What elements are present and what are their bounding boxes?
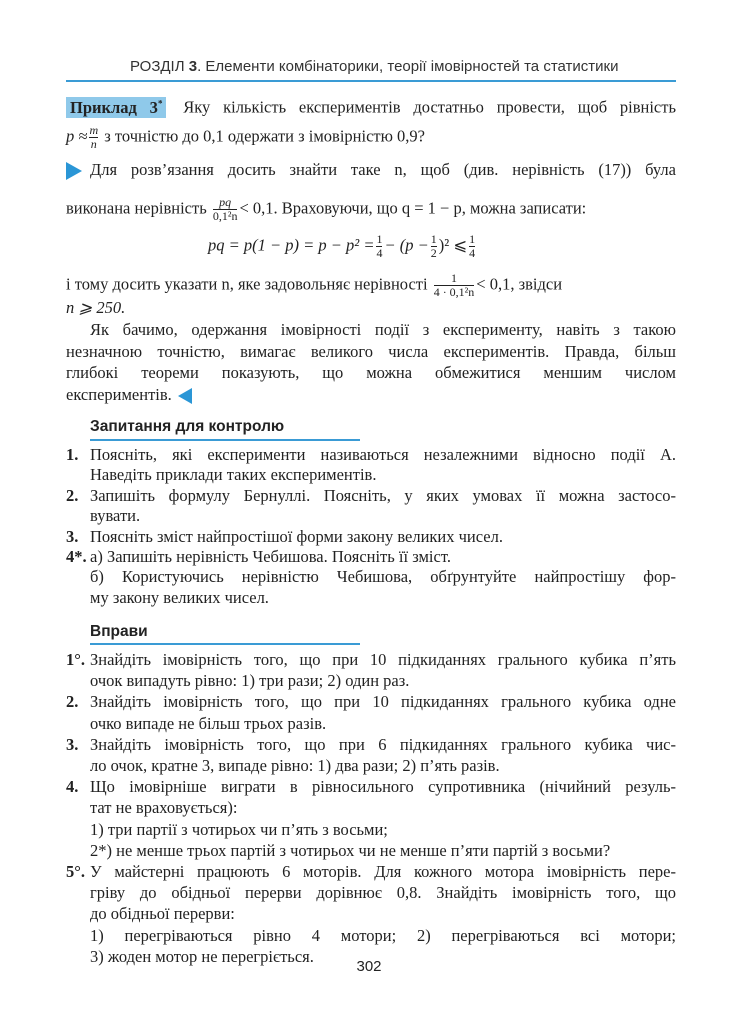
item-line: Поясніть зміст найпростішої форми закону великих чисел. xyxy=(90,526,503,546)
exercises-heading: Вправи xyxy=(90,623,148,640)
fraction: m n xyxy=(89,123,99,151)
example-badge: Приклад 3* xyxy=(66,97,166,118)
item-line: Знайдіть імовірність того, що при 10 підкиданнях грального кубика п’ять xyxy=(90,650,676,669)
item-number: 2. xyxy=(66,485,79,505)
paragraph-line: експериментів. xyxy=(66,385,676,405)
solution-line: виконана нерівність $\frac{pq}{\text{0,1²n}}$ < 0,1. Враховуючи, що q = 1 − p, можна записати: xyxy=(66,195,587,223)
running-header xyxy=(130,58,618,75)
item-line: тат не враховується): xyxy=(90,798,238,818)
solution-start-icon xyxy=(66,162,82,180)
item-line: 1) три партії з чотирьох чи п’ять з восьми; xyxy=(90,819,388,839)
page-number: 302 xyxy=(356,958,382,975)
item-number: 1. xyxy=(66,445,79,464)
item-line: 3) жоден мотор не перегріється. xyxy=(90,946,314,966)
item-number: 1°. xyxy=(66,650,85,669)
example-line: Приклад 3* Яку кількість експериментів достатньо провести, щоб рівність xyxy=(66,93,676,118)
solution-line: n ⩾ 250. xyxy=(66,298,126,317)
item-line: до обідньої перерви: xyxy=(90,904,235,924)
item-number: 3. xyxy=(66,734,79,754)
formula: pq = p(1 − p) = p − p² = $\frac{1}{4}$ − (p − $\frac{1}{2}$ )² ⩽ $\frac{1}{4}$ xyxy=(208,232,476,260)
solution-line: Для розв’язання досить знайти таке n, щоб (див. нерівність (17)) була xyxy=(66,160,676,180)
section-label: РОЗДІЛ xyxy=(130,58,185,75)
item-line: Поясніть, які експерименти називаються незалежними відносно події A. xyxy=(90,445,676,464)
paragraph-line: глибокі теореми показують, що можна обмежитися меншим числом xyxy=(66,363,676,382)
item-line: Запишіть формулу Бернуллі. Поясніть, у яких умовах її можна застосо- xyxy=(90,485,676,505)
item-number: 5°. xyxy=(66,862,85,881)
item-line: Що імовірніше виграти в рівносильного супротивника (нічийний резуль- xyxy=(90,777,676,797)
item-line: Знайдіть імовірність того, що при 10 підкиданнях грального кубика одне xyxy=(90,692,676,712)
heading-rule xyxy=(90,643,360,645)
item-line: а) Запишіть нерівність Чебишова. Поясніть її зміст. xyxy=(90,547,451,566)
item-line: Наведіть приклади таких експериментів. xyxy=(90,465,377,485)
item-line: ло очок, кратне 3, випаде рівно: 1) два рази; 2) п’ять разів. xyxy=(90,756,500,775)
questions-heading: Запитання для контролю xyxy=(90,418,285,435)
section-title: . Елементи комбінаторики, теорії імовірностей та статистики xyxy=(197,58,619,75)
item-line: очко випаде не більш трьох разів. xyxy=(90,713,327,733)
item-number: 3. xyxy=(66,526,79,546)
solution-line: і тому досить указати n, яке задовольняє нерівності $\frac{1}{\text{4 · 0,1²n}}$ < 0,1, звідси xyxy=(66,271,563,299)
item-line: 2*) не менше трьох партій з чотирьох чи не менше п’яти партій з восьми? xyxy=(90,840,611,860)
section-number: 3 xyxy=(188,58,198,75)
item-line: У майстерні працюють 6 моторів. Для кожного мотора імовірність пере- xyxy=(90,862,676,881)
item-number: 2. xyxy=(66,692,79,712)
item-line: вувати. xyxy=(90,506,141,526)
header-rule xyxy=(66,80,676,82)
item-line: гріву до обідньої перерви дорівнює 0,8. Знайдіть імовірність того, що xyxy=(90,883,676,903)
item-line: б) Користуючись нерівністю Чебишова, обґрунтуйте найпростішу фор- xyxy=(90,567,676,587)
paragraph-line: незначною точністю, вимагає великого числа експериментів. Правда, більш xyxy=(66,342,676,361)
paragraph-line: Як бачимо, одержання імовірності події з експерименту, навіть з такою xyxy=(90,320,676,339)
item-number: 4*. xyxy=(66,547,87,566)
item-line: очок випадуть рівно: 1) три рази; 2) один раз. xyxy=(90,671,410,691)
solution-end-icon xyxy=(178,388,192,404)
item-line: му закону великих чисел. xyxy=(90,587,269,607)
item-number: 4. xyxy=(66,777,79,797)
example-line: p ≈ m n з точністю до 0,1 одержати з імовірністю 0,9? xyxy=(66,123,426,151)
heading-rule xyxy=(90,439,360,441)
item-line: Знайдіть імовірність того, що при 6 підкиданнях грального кубика чис- xyxy=(90,734,676,754)
item-line: 1) перегріваються рівно 4 мотори; 2) перегріваються всі мотори; xyxy=(90,925,676,945)
